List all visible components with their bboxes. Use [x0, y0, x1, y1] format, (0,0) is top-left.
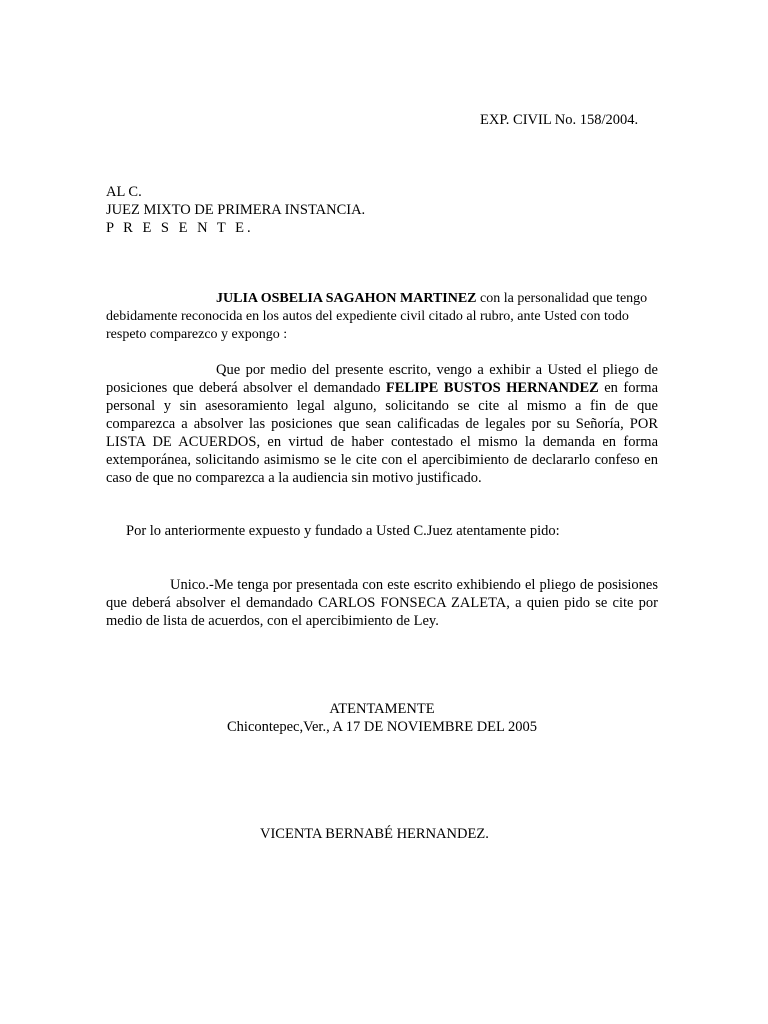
closing-salutation: ATENTAMENTE — [329, 701, 435, 717]
unico-paragraph — [106, 576, 658, 630]
intro-text: con la personalidad que tengo debidamente reconocida en los autos del expediente civil citado al rubro, ante Usted con todo respeto comparezco y expongo : — [106, 291, 648, 342]
plaintiff-name: JULIA OSBELIA SAGAHON MARTINEZ — [216, 291, 477, 306]
addressee-line-1: AL C. — [106, 184, 142, 200]
intro-paragraph — [106, 290, 658, 344]
petition-paragraph: Por lo anteriormente expuesto y fundado a Usted C.Juez atentamente pido: — [126, 523, 560, 539]
request-paragraph — [106, 361, 658, 487]
unico-text: Unico.-Me tenga por presentada con este escrito exhibiendo el pliego de posisiones que deberá absolver el demandado CARLOS FONSECA ZALETA, a quien pido se cite por medio de lista de acuerdos, con el apercibimiento de Ley. — [106, 577, 658, 629]
addressee-line-2: JUEZ MIXTO DE PRIMERA INSTANCIA. — [106, 202, 366, 218]
request-text-b: en forma personal y sin asesoramiento legal alguno, solicitando se cite al mismo a fin de que comparezca a absolver las posiciones que sean calificadas de legales por su Señoría, POR LISTA DE ACUERDOS, en virtud de haber contestado el mismo la demanda en forma extemporánea, solicitando asimismo se le cite con el apercibimiento de declararlo confeso en caso de que no comparezca a la audiencia sin motivo justificado. — [106, 380, 659, 486]
case-number: EXP. CIVIL No. 158/2004. — [480, 112, 639, 128]
place-date: Chicontepec,Ver., A 17 DE NOVIEMBRE DEL 2005 — [227, 719, 537, 735]
addressee-block — [106, 183, 365, 237]
defendant-name: FELIPE BUSTOS HERNANDEZ — [385, 380, 599, 396]
signer-name: VICENTA BERNABÉ HERNANDEZ. — [260, 826, 489, 842]
addressee-line-3: P R E S E N T E. — [106, 220, 254, 236]
closing-block — [106, 700, 658, 736]
request-text-a: Que por medio del presente escrito, vengo a exhibir a Usted el pliego de posiciones que deberá absolver el demandado — [106, 362, 658, 396]
